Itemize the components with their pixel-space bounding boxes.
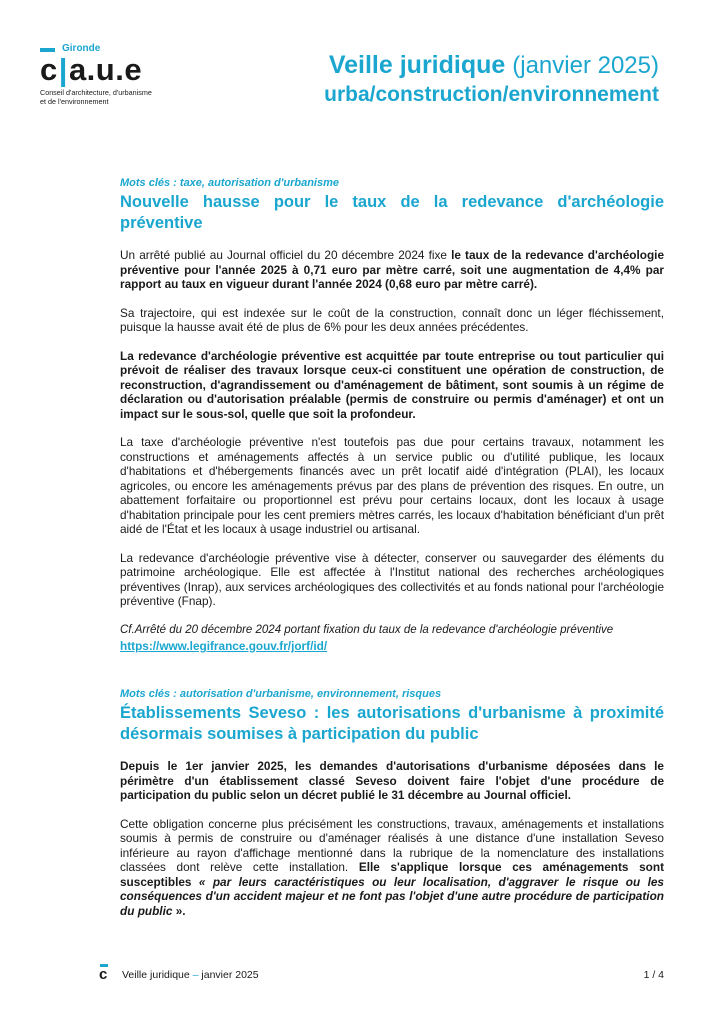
article-archeologie [120, 177, 664, 655]
article-paragraph: La redevance d'archéologie préventive vise à détecter, conserver ou sauvegarder des éléments du patrimoine archéologique. Elle est affectée à l'Institut national des recherches archéologiques préventives (Inrap), aux services archéologiques des collectivités et au fonds national pour l'archéologie préventive (Fnap). [120, 550, 664, 608]
paragraph-quote: « par leurs caractéristiques ou leur localisation, d'aggraver le risque ou les conséquences d'un accident majeur et ne font pas l'objet d'une autre procédure de participation du public [120, 874, 664, 918]
article-reference: Cf.Arrêté du 20 décembre 2024 portant fixation du taux de la redevance d'archéologie préventive [120, 623, 614, 636]
article-paragraph-bold: La redevance d'archéologie préventive est acquittée par toute entreprise ou tout particulier qui prévoit de réaliser des travaux lorsque ceux-ci constituent une opération de construction, de reconstruction, d'agrandissement ou d'aménagement de bâtiment, sont soumis à un régime de déclaration ou d'autorisation préalable (permis de construire ou permis d'aménager) et ont un impact sur le sous-sol, quelle que soit la profondeur. [120, 348, 664, 421]
article-title: Nouvelle hausse pour le taux de la redevance d'archéologie préventive [120, 193, 664, 232]
logo-pipe: | [58, 52, 68, 87]
page-number: 1 / 4 [643, 969, 664, 981]
document-title [324, 50, 659, 81]
paragraph-bold-text: Elle s'applique lorsque ces aménagements sont susceptibles [120, 860, 664, 889]
footer-dash: – [192, 969, 199, 981]
footer-logo-c: c [99, 966, 108, 983]
paragraph-text: Cette obligation concerne plus précisément les constructions, travaux, aménagements et installations soumis à permis de construire ou d'aménager réalisés à une distance d'une installation Seveso inférieure au rayon d'affichage mentionné dans la rubrique de la nomenclature des installations classées dont relève cette installation. [120, 816, 664, 874]
document-title-main: Veille juridique [328, 51, 506, 79]
article-paragraph [120, 248, 664, 292]
article-keywords: Mots clés : taxe, autorisation d'urbanisme [120, 177, 340, 189]
article-paragraph: La taxe d'archéologie préventive n'est toutefois pas due pour certains travaux, notamment les constructions et aménagements affectés à un service public ou d'utilité publique, les locaux d'habitations et d'hébergements financés avec un prêt locatif aidé d'intégration (PLAI), les locaux agricoles, ou encore les aménagements prévus par des plans de prévention des risques. En outre, un abattement forfaitaire ou proportionnel est prévu pour certains locaux, dont les locaux à usage d'habitation principale pour les cent premiers mètres carrés, les locaux d'habitation bénéficiant d'un prêt aidé de l'État et les locaux à usage industriel ou artisanal. [120, 435, 664, 536]
logo-c: c [40, 52, 58, 87]
article-keywords: Mots clés : autorisation d'urbanisme, environnement, risques [120, 688, 442, 700]
footer-label [122, 969, 259, 981]
logo-wordmark [40, 53, 142, 87]
logo-region: Gironde [62, 43, 101, 54]
footer-date: janvier 2025 [198, 969, 259, 981]
article-paragraph-bold: Depuis le 1er janvier 2025, les demandes d'autorisations d'urbanisme déposées dans le périmètre d'un établissement classé Seveso doivent faire l'objet d'une procédure de participation du public selon un décret publié le 31 décembre au Journal officiel. [120, 759, 664, 802]
paragraph-quote-end: ». [172, 903, 186, 918]
article-paragraph: Sa trajectoire, qui est indexée sur le coût de la construction, connaît donc un léger fléchissement, puisque la hausse avait été de plus de 6% pour les deux années précédentes. [120, 305, 664, 334]
paragraph-text: Un arrêté publié au Journal officiel du 20 décembre 2024 fixe [120, 248, 452, 262]
logo-tagline-line1: Conseil d'architecture, d'urbanisme [40, 88, 152, 97]
footer-title: Veille juridique [122, 969, 193, 981]
page-footer [99, 964, 664, 984]
logo-tagline [40, 89, 210, 106]
article-paragraph [120, 817, 664, 919]
paragraph-bold-text: le taux de la redevance d'archéologie préventive pour l'année 2025 à 0,71 euro par mètre carré, soit une augmentation de 4,4% par rapport au taux en vigueur durant l'année 2024 (0,68 euro par mètre carré). [120, 248, 665, 291]
article-seveso [120, 688, 664, 932]
legifrance-link[interactable]: https://www.legifrance.gouv.fr/jorf/id/ [120, 639, 328, 653]
document-header [324, 50, 659, 109]
document-title-date: (janvier 2025) [512, 52, 659, 79]
document-subtitle: urba/construction/environnement [324, 83, 659, 106]
logo-aue: a.u.e [68, 52, 143, 87]
logo-tagline-line2: et de l'environnement [40, 96, 109, 106]
article-title: Établissements Seveso : les autorisations d'urbanisme à proximité désormais soumises à participation du public [120, 704, 664, 743]
